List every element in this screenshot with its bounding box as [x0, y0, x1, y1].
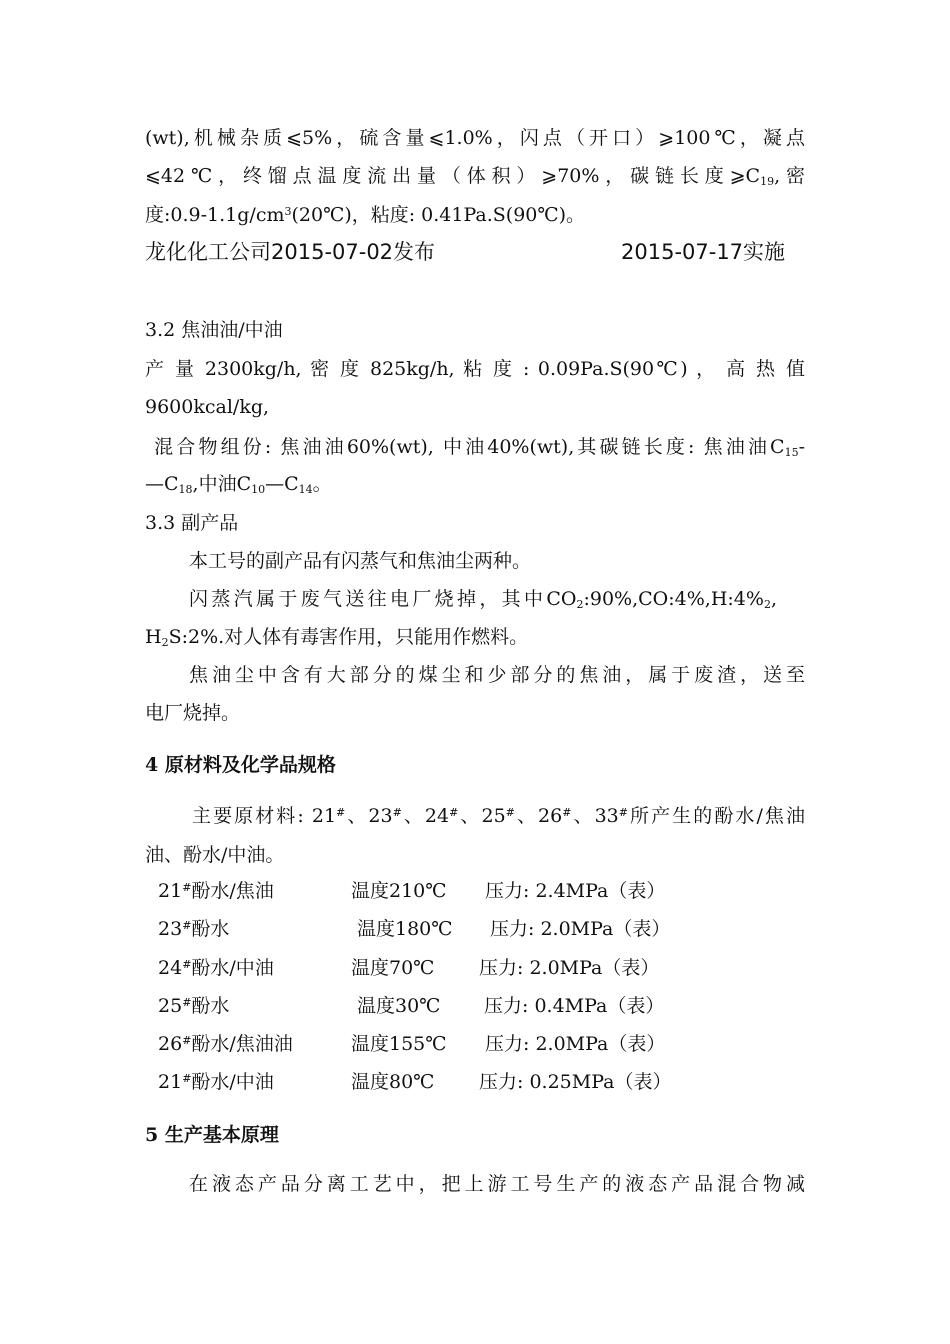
superscript: #: [562, 806, 572, 819]
section-5-heading: 5 生产基本原理: [145, 1124, 279, 1146]
material-number: 21: [158, 880, 183, 902]
material-label: 酚水: [191, 995, 230, 1017]
text: ⩽42℃，终馏点温度流出量（体积）⩾70%，碳链长度⩾C: [145, 165, 761, 187]
section-4-intro-line-1: [192, 797, 805, 835]
superscript: #: [182, 919, 192, 932]
text: -: [798, 436, 805, 458]
material-label: 酚水/中油: [191, 1071, 274, 1093]
section-3-2-line-2: 9600kcal/kg,: [145, 396, 270, 418]
material-number: 25: [158, 995, 183, 1017]
publish-footer: [145, 233, 805, 271]
subscript: 2: [576, 598, 584, 611]
subscript: 14: [298, 483, 313, 496]
material-name: [158, 910, 229, 948]
subscript: 10: [251, 483, 266, 496]
spec-line-1: [145, 119, 805, 157]
superscript: #: [449, 806, 459, 819]
subscript: 2: [763, 598, 771, 611]
text: 、25: [458, 805, 506, 827]
material-name: [158, 949, 274, 987]
material-temperature: 温度155℃: [351, 1033, 447, 1055]
superscript: 3: [284, 205, 292, 218]
material-temperature: 温度80℃: [351, 1071, 435, 1093]
material-name: [158, 1063, 274, 1101]
superscript: #: [182, 996, 192, 1009]
material-label: 酚水/焦油油: [191, 1033, 293, 1055]
spec-line-2: [145, 157, 805, 195]
material-temperature: 温度180℃: [357, 918, 453, 940]
subscript: 18: [178, 483, 193, 496]
superscript: #: [336, 806, 346, 819]
text: 混合物组份: 焦油油60%(wt), 中油40%(wt),其碳链长度: 焦油油C: [145, 436, 785, 458]
material-name: [158, 872, 274, 910]
text: 闪蒸汽属于废气送往电厂烧掉，其中CO: [189, 588, 577, 610]
text: 、23: [345, 805, 393, 827]
section-4-intro-line-2: 油、酚水/中油。: [145, 844, 285, 866]
material-pressure: 压力: 0.25MPa（表）: [479, 1071, 672, 1093]
section-3-2-line-3: [145, 428, 805, 466]
superscript: #: [182, 1034, 192, 1047]
superscript: #: [182, 881, 192, 894]
material-name: [158, 1025, 293, 1063]
section-3-3-p1: 本工号的副产品有闪蒸气和焦油尘两种。: [189, 550, 532, 572]
material-temperature: 温度30℃: [357, 995, 441, 1017]
text: (wt),机械杂质⩽5%，硫含量⩽1.0%，闪点（开口）⩾100℃，凝点: [145, 127, 805, 149]
material-label: 酚水/焦油: [191, 880, 274, 902]
text: 、33: [571, 805, 619, 827]
superscript: #: [505, 806, 515, 819]
superscript: #: [182, 1072, 192, 1085]
material-label: 酚水/中油: [191, 957, 274, 979]
section-3-3-p2-line-1: [189, 580, 777, 618]
material-number: 21: [158, 1071, 183, 1093]
text: 、24: [401, 805, 450, 827]
material-label: 酚水: [191, 918, 230, 940]
text: (20℃)，粘度: 0.41Pa.S(90℃)。: [291, 204, 586, 226]
text: :90%,CO:4%,H:4%: [583, 588, 764, 610]
material-name: [158, 987, 229, 1025]
subscript: 15: [784, 446, 799, 459]
material-number: 26: [158, 1033, 183, 1055]
material-pressure: 压力: 2.0MPa（表）: [485, 1033, 666, 1055]
text: —C: [265, 473, 299, 495]
material-pressure: 压力: 2.0MPa（表）: [490, 918, 671, 940]
material-temperature: 温度70℃: [351, 957, 435, 979]
text: 。: [312, 473, 332, 495]
section-4-heading: 4 原材料及化学品规格: [145, 754, 336, 776]
section-3-3-p2-line-2: [145, 618, 805, 656]
spec-line-3: [145, 196, 805, 234]
section-3-3-p3-line-1: 焦油尘中含有大部分的煤尘和少部分的焦油，属于废渣，送至: [189, 664, 805, 686]
section-3-3-heading: 3.3 副产品: [145, 512, 239, 534]
material-number: 24: [158, 957, 183, 979]
subscript: 2: [161, 636, 169, 649]
material-number: 23: [158, 918, 183, 940]
material-temperature: 温度210℃: [351, 880, 447, 902]
superscript: #: [392, 806, 402, 819]
section-3-2-heading: 3.2 焦油油/中油: [145, 319, 283, 341]
text: 度:0.9-1.1g/cm: [145, 204, 285, 226]
superscript: #: [182, 958, 192, 971]
text: 、26: [514, 805, 563, 827]
material-pressure: 压力: 0.4MPa（表）: [484, 995, 665, 1017]
text: H: [145, 626, 162, 648]
text: 所产生的酚水/焦油: [627, 805, 806, 827]
text: 主要原材料: 21: [192, 805, 337, 827]
publisher-text: 龙化化工公司2015-07-02发布: [145, 240, 436, 264]
section-3-2-line-4: [145, 465, 805, 503]
material-pressure: 压力: 2.4MPa（表）: [485, 880, 666, 902]
text: —C: [145, 473, 179, 495]
text: ,密: [774, 165, 805, 187]
material-pressure: 压力: 2.0MPa（表）: [479, 957, 660, 979]
text: S:2%.对人体有毒害作用，只能用作燃料。: [168, 626, 529, 648]
effective-date-text: 2015-07-17实施: [621, 240, 786, 264]
section-5-p1-line-1: 在液态产品分离工艺中，把上游工号生产的液态产品混合物减: [189, 1173, 805, 1195]
text: ,: [770, 588, 777, 610]
section-3-2-line-1: 产 量 2300kg/h, 密 度 825kg/h, 粘 度 : 0.09Pa.S(90℃) ， 高 热 值: [145, 358, 805, 380]
superscript: #: [618, 806, 628, 819]
text: ,中油C: [192, 473, 252, 495]
section-3-3-p3-line-2: 电厂烧掉。: [145, 702, 241, 724]
subscript: 19: [760, 175, 775, 188]
